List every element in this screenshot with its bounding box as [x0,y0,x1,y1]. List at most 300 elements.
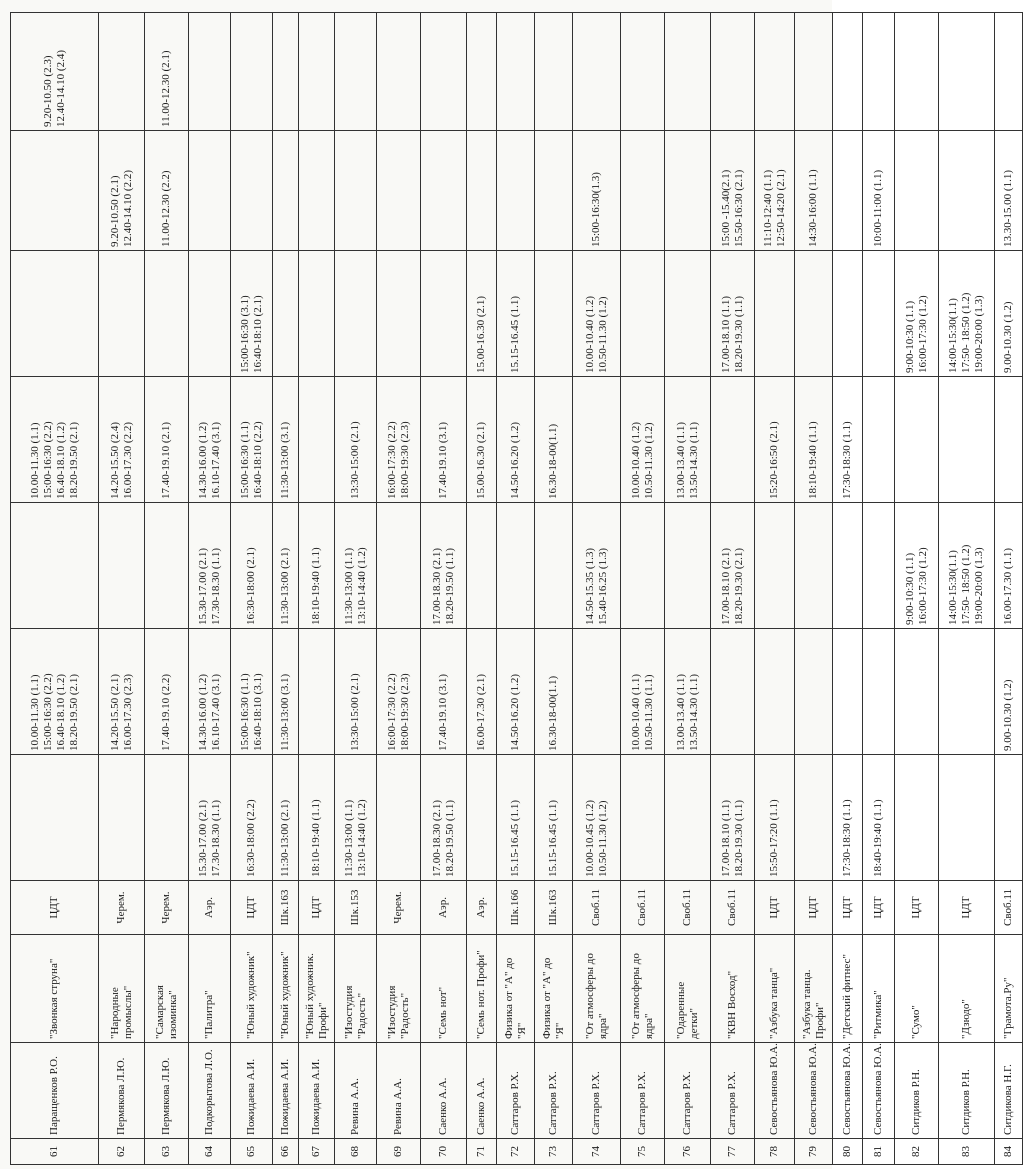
day-slot-cell [939,377,995,503]
location [863,881,895,935]
day-slot-cell [535,377,573,503]
day-slot-cell [755,377,795,503]
day-slot-cell [99,131,145,251]
time-slot: 16:30-18:00 (2.1) [245,547,257,625]
day-slot-cell [299,13,335,131]
day-slot-cell [467,629,497,755]
teacher-name: Ситдикова Н.Г. [995,1043,1023,1139]
location-line: ЦДТ [910,896,922,919]
time-slot: 11:30-13:00 (1.1) [342,547,355,625]
row-number: 69 [377,1139,421,1165]
group-name [665,935,711,1043]
time-slot: 10:00-11:00 (1.1) [872,169,884,247]
group-name-line: "Одаренные [674,981,687,1039]
time-slot: 14.20-15.50 (2.4) [108,422,121,499]
day-slot-cell [995,629,1023,755]
day-slot-cell [755,503,795,629]
time-slot: 14.20-15.50 (2.1) [108,674,121,751]
day-slot-cell [467,755,497,881]
time-slot: 16:30-18:00 (2.2) [245,799,257,877]
day-slot-cell [273,131,299,251]
day-slot-cell [621,503,665,629]
time-slot: 15.15-16.45 (1.1) [547,800,559,877]
table-row [995,13,1023,1165]
table-row [535,13,573,1165]
day-slot-cell [535,13,573,131]
time-slot: 17:50- 18:50 (1.2) [960,544,972,625]
time-slot: 10.00-10.40 (1.2) [629,422,642,499]
location [665,881,711,935]
day-slot-cell [833,131,863,251]
time-slot: 17.30-18.30 (1.1) [209,800,222,877]
time-slot: 14:00-15:30(1.1) [947,550,959,625]
day-slot-cell [795,503,833,629]
time-slot: 17.40-19.10 (2.1) [160,422,172,499]
time-slot: 16.30-18-00(1.1) [547,423,559,499]
location [273,881,299,935]
day-slot-cell [833,755,863,881]
row-number: 82 [895,1139,939,1165]
day-slot-cell [895,251,939,377]
day-slot-cell [895,13,939,131]
row-number: 83 [939,1139,995,1165]
day-slot-cell [231,377,273,503]
time-slot: 17.30-18.30 (1.1) [209,548,222,625]
location-line: Шк.166 [509,889,521,926]
day-slot-cell [145,755,189,881]
group-name-line: "Народные [108,987,121,1039]
time-slot: 15.00-16.30 (2.1) [475,296,487,373]
day-slot-cell [665,377,711,503]
day-slot-cell [497,251,535,377]
group-name [795,935,833,1043]
location-line: Своб.11 [590,889,602,926]
table-row [189,13,231,1165]
day-slot-cell [863,503,895,629]
row-number: 65 [231,1139,273,1165]
group-name-line: детки" [687,1007,700,1039]
time-slot: 10.00-11.30 (1.1) [28,674,41,751]
group-name-line: "Ритмика" [872,990,884,1039]
location-line: ЦДТ [310,896,322,919]
time-slot: 16:00-17:30 (2.2) [385,421,398,499]
teacher-name: Ревина А.А. [335,1043,377,1139]
day-slot-cell [273,503,299,629]
time-slot: 17:30-18:30 (1.1) [841,421,853,499]
day-slot-cell [665,251,711,377]
table-row [895,13,939,1165]
day-slot-cell [573,503,621,629]
group-name-line: "Звонкая струна" [48,958,60,1039]
day-slot-cell [335,377,377,503]
location-line: Черем. [115,891,127,924]
day-slot-cell [795,251,833,377]
row-number: 70 [421,1139,467,1165]
teacher-name: Севостьянова Ю.А. [863,1043,895,1139]
time-slot: 19:00-20:00 (1.3) [973,295,985,373]
day-slot-cell [497,131,535,251]
group-name-line: изоминка" [166,990,179,1039]
row-number: 75 [621,1139,665,1165]
teacher-name: Севостьянова Ю.А. [755,1043,795,1139]
day-slot-cell [535,629,573,755]
day-slot-cell [299,131,335,251]
day-slot-cell [497,503,535,629]
day-slot-cell [145,131,189,251]
day-slot-cell [299,503,335,629]
day-slot-cell [711,377,755,503]
time-slot: 15:00-16:30 (3.1) [238,295,251,373]
day-slot-cell [189,131,231,251]
group-name [711,935,755,1043]
location-line: Аэр. [475,897,487,918]
group-name-line: Физика от "А" до [540,957,553,1039]
time-slot: 17.40-19.10 (3.1) [437,674,449,751]
day-slot-cell [377,251,421,377]
day-slot-cell [377,377,421,503]
group-name [535,935,573,1043]
location [145,881,189,935]
time-slot: 14:00-15:30(1.1) [947,298,959,373]
teacher-name: Пермякова Л.Ю. [145,1043,189,1139]
day-slot-cell [833,13,863,131]
time-slot: 16.00-17.30 (2.2) [121,422,134,499]
group-name-line: "Семь нот. Профи" [475,950,487,1039]
day-slot-cell [863,13,895,131]
day-slot-cell [535,755,573,881]
time-slot: 9.20-10.50 (2.1) [108,175,121,247]
time-slot: 16:00-17:30 (1.2) [916,295,929,373]
day-slot-cell [939,131,995,251]
group-name [497,935,535,1043]
time-slot: 9.20-10.50 (2.3) [41,55,54,127]
table-row [573,13,621,1165]
table-row [467,13,497,1165]
group-name-line: "Юный художник" [245,951,257,1039]
time-slot: 18:00-19:30 (2.3) [398,421,411,499]
time-slot: 17.00-18.10 (1.1) [719,296,732,373]
day-slot-cell [863,251,895,377]
row-number: 71 [467,1139,497,1165]
day-slot-cell [189,755,231,881]
time-slot: 16:00-17:30 (2.2) [385,673,398,751]
day-slot-cell [621,13,665,131]
group-name [833,935,863,1043]
table-row [421,13,467,1165]
day-slot-cell [621,377,665,503]
row-number: 63 [145,1139,189,1165]
day-slot-cell [421,251,467,377]
row-number: 76 [665,1139,711,1165]
row-number: 66 [273,1139,299,1165]
day-slot-cell [335,13,377,131]
table-row [145,13,189,1165]
day-slot-cell [939,13,995,131]
group-name [467,935,497,1043]
time-slot: 11:10-12:40 (1.1) [761,169,774,247]
location [421,881,467,935]
time-slot: 10.50-11.30 (1.1) [642,674,655,751]
location-line: ЦДТ [841,896,853,919]
day-slot-cell [99,755,145,881]
group-name [421,935,467,1043]
day-slot-cell [795,629,833,755]
time-slot: 17.40-19.10 (2.2) [160,674,172,751]
time-slot: 15:50-17:20 (1.1) [768,799,780,877]
row-number: 81 [863,1139,895,1165]
group-name-line: "Юный художник. [303,953,316,1039]
group-name [995,935,1023,1043]
time-slot: 18:00-19:30 (2.3) [398,673,411,751]
day-slot-cell [145,377,189,503]
group-name [621,935,665,1043]
location [535,881,573,935]
group-name-line: ядра" [642,1013,655,1039]
day-slot-cell [231,251,273,377]
day-slot-cell [273,629,299,755]
day-slot-cell [335,131,377,251]
row-number: 73 [535,1139,573,1165]
day-slot-cell [665,503,711,629]
time-slot: 11:30-13:00 (1.1) [342,799,355,877]
day-slot-cell [377,13,421,131]
time-slot: 16.40-18.10 (1.2) [54,674,67,751]
group-name-line: "Радость" [398,992,411,1039]
day-slot-cell [833,503,863,629]
day-slot-cell [895,629,939,755]
time-slot: 17:50- 18:50 (1.2) [960,292,972,373]
group-name-line: "КВН Восход" [726,970,738,1039]
day-slot-cell [189,251,231,377]
time-slot: 16:40-18:10 (2.2) [251,421,264,499]
time-slot: 14.50-16.20 (1.2) [509,422,521,499]
table-row [497,13,535,1165]
time-slot: 10.50-11.30 (1.2) [596,296,609,373]
location [189,881,231,935]
time-slot: 18:40-19:40 (1.1) [872,799,884,877]
day-slot-cell [939,251,995,377]
time-slot: 10.50-11.30 (1.2) [642,422,655,499]
day-slot-cell [995,503,1023,629]
location [755,881,795,935]
time-slot: 13.00-13.40 (1.1) [674,674,687,751]
row-number: 68 [335,1139,377,1165]
day-slot-cell [99,629,145,755]
time-slot: 18:10-19:40 (1.1) [310,799,322,877]
schedule-body [11,13,1023,1165]
row-number: 72 [497,1139,535,1165]
group-name-line: Профи" [316,1002,329,1039]
group-name-line: "Дзюдо" [960,999,972,1039]
day-slot-cell [11,503,99,629]
time-slot: 15:00-16:30(1.3) [590,172,602,247]
group-name-line: "Сумо" [910,1005,922,1039]
location [299,881,335,935]
day-slot-cell [421,377,467,503]
row-number: 80 [833,1139,863,1165]
day-slot-cell [755,629,795,755]
teacher-name: Ревина А.А. [377,1043,421,1139]
day-slot-cell [299,755,335,881]
time-slot: 14.50-16.20 (1.2) [509,674,521,751]
time-slot: 13.50-14.30 (1.1) [687,674,700,751]
day-slot-cell [335,629,377,755]
day-slot-cell [299,377,335,503]
day-slot-cell [273,251,299,377]
day-slot-cell [573,251,621,377]
table-row [11,13,99,1165]
day-slot-cell [711,131,755,251]
time-slot: 18.20-19.50 (2.1) [67,422,80,499]
row-number: 77 [711,1139,755,1165]
group-name-line: Физика от "А" до [502,957,515,1039]
day-slot-cell [467,503,497,629]
time-slot: 16.10-17.40 (3.1) [209,674,222,751]
time-slot: 17.00-18.10 (2.1) [719,548,732,625]
table-row [621,13,665,1165]
day-slot-cell [711,251,755,377]
time-slot: 15.15-16.45 (1.1) [509,296,521,373]
row-number: 79 [795,1139,833,1165]
day-slot-cell [535,503,573,629]
day-slot-cell [895,755,939,881]
table-row [833,13,863,1165]
day-slot-cell [573,131,621,251]
day-slot-cell [665,13,711,131]
group-name [231,935,273,1043]
time-slot: 15:00-16:30 (1.1) [238,421,251,499]
day-slot-cell [995,755,1023,881]
table-row [939,13,995,1165]
day-slot-cell [273,377,299,503]
time-slot: 11:30-13:00 (2.1) [279,547,291,625]
time-slot: 18.20-19.30 (1.1) [732,296,745,373]
group-name-line: "Самарская [153,985,166,1039]
day-slot-cell [467,251,497,377]
day-slot-cell [573,13,621,131]
group-name [99,935,145,1043]
day-slot-cell [467,377,497,503]
location [995,881,1023,935]
day-slot-cell [189,503,231,629]
day-slot-cell [145,13,189,131]
teacher-name: Подкорытова Л.О. [189,1043,231,1139]
time-slot: 14.50-15.35 (1.3) [583,548,596,625]
time-slot: 18.20-19.50 (1.1) [443,800,456,877]
group-name [895,935,939,1043]
day-slot-cell [795,131,833,251]
day-slot-cell [497,755,535,881]
day-slot-cell [11,755,99,881]
location [895,881,939,935]
group-name [145,935,189,1043]
day-slot-cell [421,13,467,131]
time-slot: 19:00-20:00 (1.3) [973,547,985,625]
day-slot-cell [497,13,535,131]
day-slot-cell [189,13,231,131]
time-slot: 9:00-10:30 (1.1) [903,300,916,373]
time-slot: 15.40-16.25 (1.3) [596,548,609,625]
time-slot: 11.00-12.30 (2.2) [160,170,172,247]
time-slot: 16.30-18-00(1.1) [547,675,559,751]
day-slot-cell [145,629,189,755]
day-slot-cell [833,251,863,377]
time-slot: 9.00-10.30 (1.2) [1002,679,1014,751]
time-slot: 15:20-16:50 (2.1) [768,421,780,499]
time-slot: 18.20-19.50 (1.1) [443,548,456,625]
day-slot-cell [99,503,145,629]
day-slot-cell [621,251,665,377]
time-slot: 11.00-12.30 (2.1) [160,50,172,127]
day-slot-cell [377,629,421,755]
day-slot-cell [755,13,795,131]
row-number: 62 [99,1139,145,1165]
table-row [711,13,755,1165]
group-name-line: "Изостудия [342,985,355,1039]
day-slot-cell [665,755,711,881]
day-slot-cell [711,755,755,881]
day-slot-cell [273,13,299,131]
group-name-line: "Я" [553,1022,566,1039]
time-slot: 17.00-18.30 (2.1) [430,548,443,625]
day-slot-cell [421,629,467,755]
day-slot-cell [573,377,621,503]
day-slot-cell [99,13,145,131]
teacher-name: Севостьянова Ю.А. [795,1043,833,1139]
time-slot: 17.00-18.10 (1.1) [719,800,732,877]
day-slot-cell [467,13,497,131]
row-number: 61 [11,1139,99,1165]
location-line: Своб.11 [636,889,648,926]
time-slot: 12.40-14.10 (2.2) [121,170,134,247]
row-number: 64 [189,1139,231,1165]
day-slot-cell [335,503,377,629]
location [833,881,863,935]
location [467,881,497,935]
location-line: ЦДТ [768,896,780,919]
day-slot-cell [189,629,231,755]
location-line: Своб.11 [726,889,738,926]
day-slot-cell [895,131,939,251]
table-row [231,13,273,1165]
group-name-line: ядра" [596,1013,609,1039]
day-slot-cell [755,755,795,881]
time-slot: 13.00-13.40 (1.1) [674,422,687,499]
group-name [299,935,335,1043]
time-slot: 10.00-11.30 (1.1) [28,422,41,499]
day-slot-cell [573,755,621,881]
group-name-line: "Юный художник" [279,951,291,1039]
teacher-name: Саттаров Р.Х. [535,1043,573,1139]
row-number: 67 [299,1139,335,1165]
day-slot-cell [231,503,273,629]
location [231,881,273,935]
day-slot-cell [189,377,231,503]
day-slot-cell [833,629,863,755]
day-slot-cell [711,13,755,131]
time-slot: 10.00-10.40 (1.2) [583,296,596,373]
day-slot-cell [497,377,535,503]
time-slot: 10.50-11.30 (1.2) [596,800,609,877]
time-slot: 18:10-19:40 (1.1) [807,421,819,499]
day-slot-cell [795,755,833,881]
group-name [573,935,621,1043]
group-name-line: Профи" [813,1002,826,1039]
day-slot-cell [335,755,377,881]
time-slot: 15:00-16:30 (2.2) [41,673,54,751]
location-line: Своб.11 [681,889,693,926]
location-line: Шк.153 [349,889,361,926]
